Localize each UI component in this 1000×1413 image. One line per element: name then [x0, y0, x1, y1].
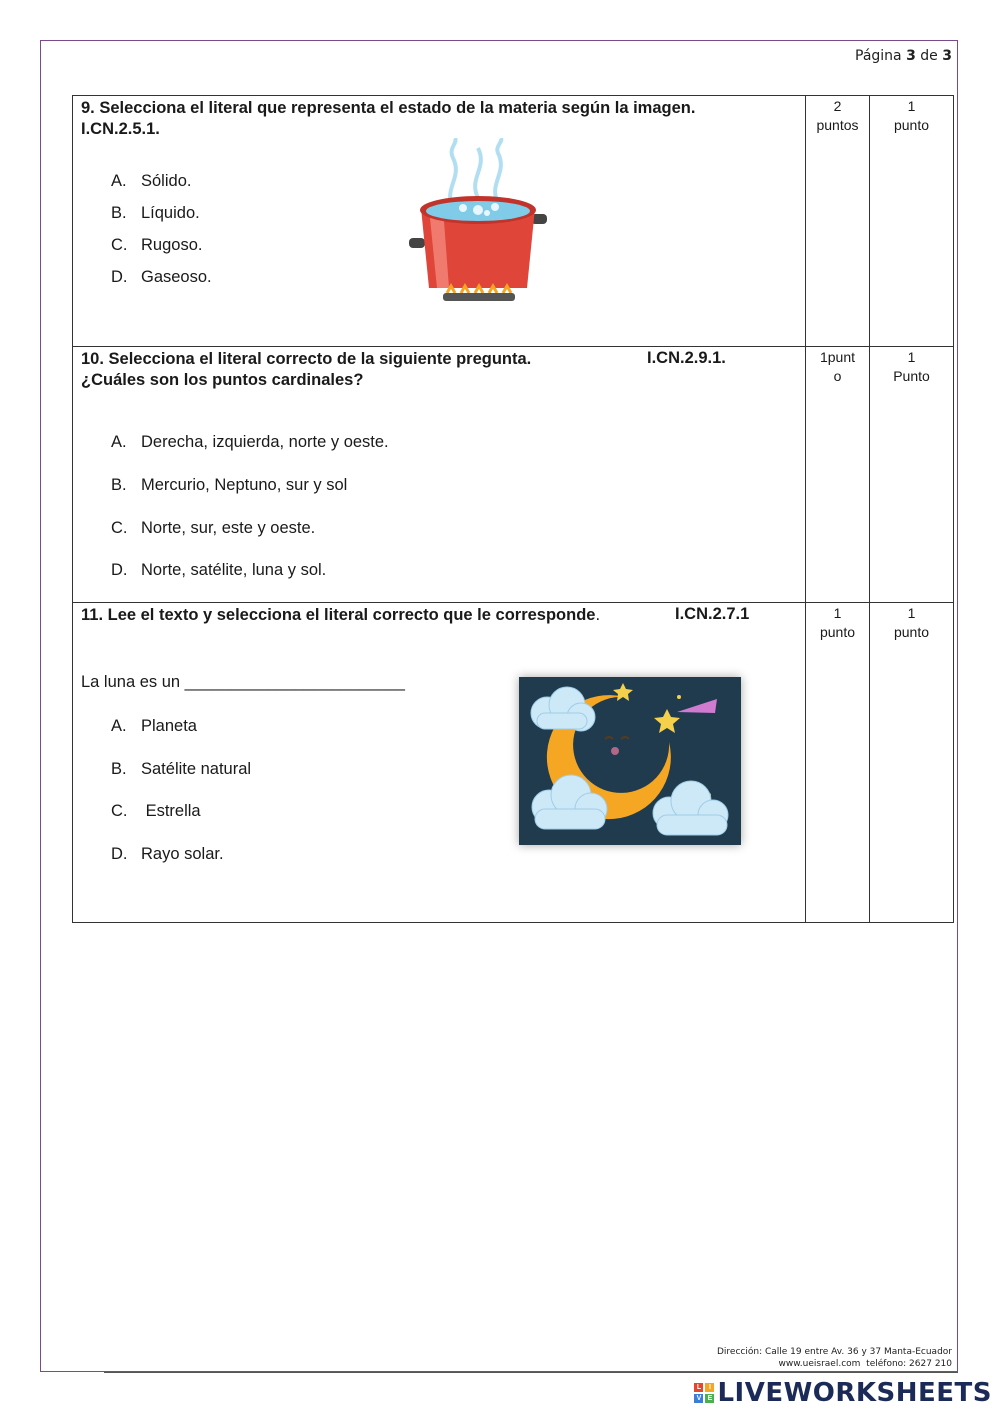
fill-in-prompt: La luna es un ________________________	[81, 673, 405, 691]
option-11a[interactable]: A. Planeta	[111, 717, 197, 735]
liveworksheets-wordmark: LIVEWORKSHEETS	[717, 1378, 992, 1408]
questions-table	[72, 95, 954, 923]
page-number: Página 3 de 3	[855, 48, 952, 64]
option-9a[interactable]: A. Sólido.	[111, 172, 192, 190]
question-row-9	[73, 96, 954, 347]
question-cell-10	[73, 347, 806, 603]
option-9b[interactable]: B. Líquido.	[111, 204, 200, 222]
question-10-title: 10. Selecciona el literal correcto de la siguiente pregunta. ¿Cuáles son los puntos cardinales?	[81, 350, 532, 389]
option-9d[interactable]: D. Gaseoso.	[111, 268, 212, 286]
points-b-10: 1 Punto	[870, 347, 954, 603]
option-10d[interactable]: D. Norte, satélite, luna y sol.	[111, 561, 327, 579]
question-11-title: 11. Lee el texto y selecciona el literal correcto que le corresponde.	[81, 606, 601, 624]
option-10b[interactable]: B. Mercurio, Neptuno, sur y sol	[111, 476, 348, 494]
question-cell-11	[73, 603, 806, 923]
question-11-code: I.CN.2.7.1	[675, 605, 750, 623]
option-11b[interactable]: B. Satélite natural	[111, 760, 252, 778]
option-11c[interactable]: C. Estrella	[111, 802, 201, 820]
points-b-9: 1 punto	[870, 96, 954, 347]
boiling-pot-image	[403, 138, 553, 308]
question-row-11	[73, 603, 954, 923]
option-10c[interactable]: C. Norte, sur, este y oeste.	[111, 519, 316, 537]
liveworksheets-brand[interactable]	[694, 1378, 992, 1408]
option-10a[interactable]: A. Derecha, izquierda, norte y oeste.	[111, 433, 389, 451]
footer-address: Dirección: Calle 19 entre Av. 36 y 37 Manta-Ecuador www.ueisrael.com teléfono: 2627 210	[717, 1347, 952, 1369]
question-10-code: I.CN.2.9.1.	[647, 349, 726, 367]
moon-night-image	[519, 677, 741, 845]
points-b-11: 1 punto	[870, 603, 954, 923]
points-a-10: 1punt o	[806, 347, 870, 603]
question-cell-9	[73, 96, 806, 347]
option-9c[interactable]: C. Rugoso.	[111, 236, 203, 254]
liveworksheets-logo-icon: L I V E	[694, 1383, 714, 1403]
footer-divider	[104, 1372, 958, 1373]
question-9-title: 9. Selecciona el literal que representa el estado de la materia según la imagen. I.CN.2.5.1.	[81, 99, 696, 138]
question-row-10	[73, 347, 954, 603]
option-11d[interactable]: D. Rayo solar.	[111, 845, 224, 863]
points-a-9: 2 puntos	[806, 96, 870, 347]
points-a-11: 1 punto	[806, 603, 870, 923]
